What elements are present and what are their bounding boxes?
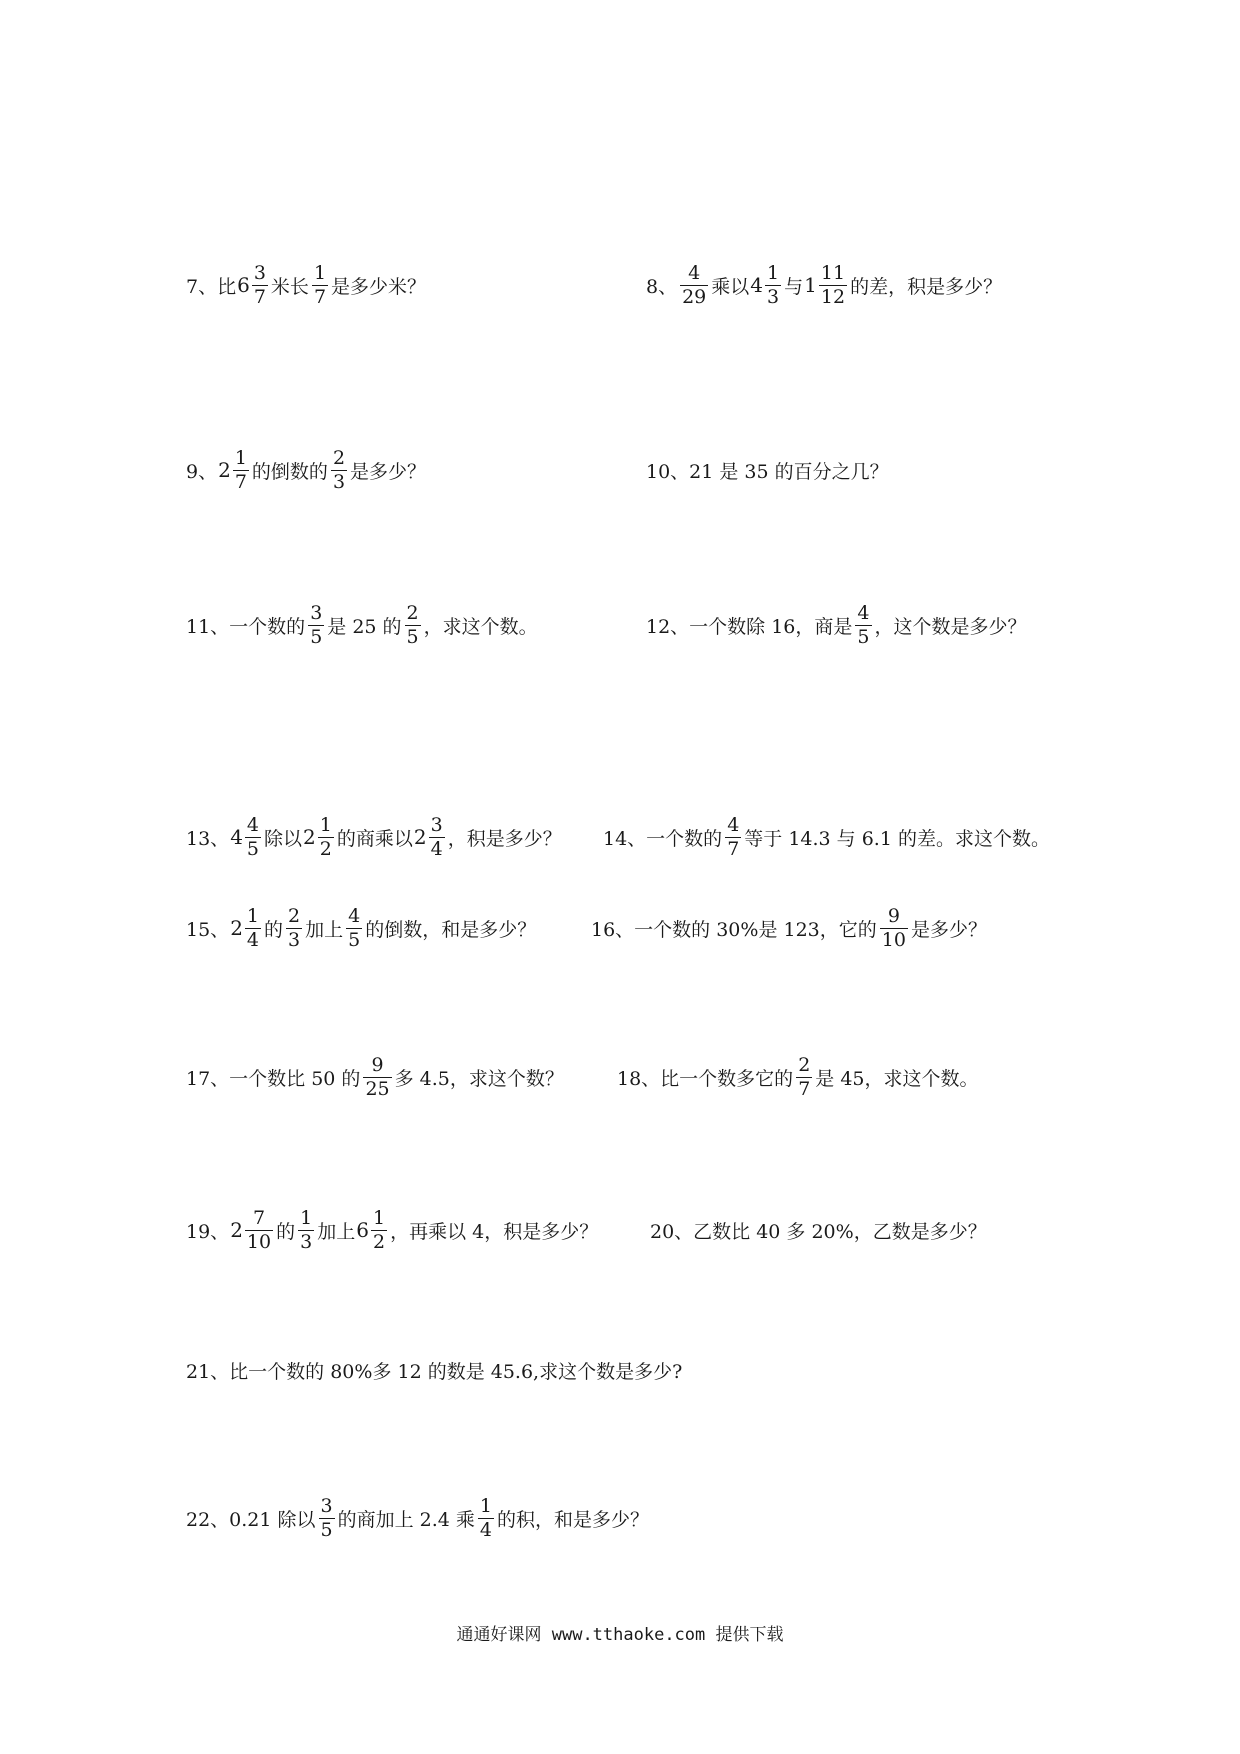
question-text: 乘以	[711, 275, 750, 298]
fraction-stack	[371, 1206, 387, 1253]
question-20	[650, 1200, 987, 1260]
numerator: 4	[857, 601, 870, 624]
question-text: ，求这个数。	[423, 615, 538, 638]
question-22	[186, 1488, 649, 1548]
mixed-number	[413, 813, 447, 860]
fraction-stack	[346, 904, 362, 951]
fraction-stack	[252, 261, 268, 308]
denominator: 29	[682, 285, 707, 308]
question-text: 是多少米？	[331, 275, 427, 298]
question-19	[186, 1200, 598, 1260]
denominator: 12	[820, 285, 846, 308]
denominator: 3	[767, 285, 780, 308]
question-text: 与	[784, 275, 804, 298]
numerator: 11	[820, 261, 846, 284]
fraction	[329, 446, 349, 493]
fraction	[678, 261, 710, 308]
question-12	[646, 595, 1027, 655]
question-text: 11、一个数的	[186, 615, 306, 638]
question-text: 10、21 是 35 的百分之几？	[646, 460, 889, 483]
numerator: 2	[406, 601, 419, 624]
question-text: 17、一个数比 50 的	[186, 1067, 361, 1090]
mixed-number	[230, 1206, 275, 1253]
denominator: 10	[881, 928, 906, 951]
fraction	[344, 904, 364, 951]
numerator: 1	[234, 446, 247, 469]
fraction-stack	[245, 813, 261, 860]
numerator: 1	[300, 1206, 313, 1229]
fraction	[317, 1494, 337, 1541]
denominator: 5	[406, 625, 419, 648]
fraction-stack	[680, 261, 708, 308]
fraction-stack	[478, 1494, 494, 1541]
denominator: 2	[372, 1230, 386, 1253]
question-21	[186, 1340, 682, 1400]
numerator: 4	[348, 904, 361, 927]
mixed-number	[230, 813, 263, 860]
numerator: 3	[253, 261, 266, 284]
numerator: 4	[688, 261, 701, 284]
denominator: 5	[348, 928, 361, 951]
denominator: 7	[727, 837, 740, 860]
question-text: 的积，和是多少？	[497, 1508, 650, 1531]
fraction	[476, 1494, 496, 1541]
question-text: 的	[264, 918, 284, 941]
fraction-stack	[429, 813, 445, 860]
question-17	[186, 1047, 564, 1107]
whole-part: 6	[356, 1218, 369, 1242]
whole-part: 2	[413, 825, 427, 849]
question-text: 除以	[264, 827, 303, 850]
question-10	[646, 440, 889, 500]
question-text: 8、	[646, 275, 678, 298]
fraction-stack	[298, 1206, 314, 1253]
question-text: 14、一个数的	[603, 827, 723, 850]
whole-part: 1	[804, 273, 817, 297]
numerator: 1	[319, 813, 332, 836]
fraction-stack	[331, 446, 347, 493]
question-text: ，这个数是多少？	[874, 615, 1027, 638]
numerator: 9	[887, 904, 900, 927]
denominator: 3	[300, 1230, 313, 1253]
question-text: 等于 14.3 与 6.1 的差。求这个数。	[744, 827, 1050, 850]
question-8	[646, 255, 1002, 315]
question-text: 是 45，求这个数。	[815, 1067, 979, 1090]
question-text: 加上	[305, 918, 344, 941]
question-text: 的倒数的	[251, 460, 328, 483]
fraction-stack	[880, 904, 908, 951]
question-text: ，积是多少？	[447, 827, 562, 850]
denominator: 7	[253, 285, 266, 308]
fraction	[361, 1053, 393, 1100]
whole-part: 2	[218, 458, 231, 482]
denominator: 5	[857, 625, 870, 648]
fraction	[306, 601, 326, 648]
question-text: 13、	[186, 827, 230, 850]
question-text: 16、一个数的 30%是 123，它的	[591, 918, 877, 941]
denominator: 5	[246, 837, 260, 860]
fraction	[853, 601, 873, 648]
question-text: 12、一个数除 16，商是	[646, 615, 853, 638]
question-13	[186, 807, 562, 867]
denominator: 3	[288, 928, 301, 951]
numerator: 2	[332, 446, 346, 469]
mixed-number	[804, 261, 849, 308]
denominator: 7	[313, 285, 327, 308]
question-text: 多 4.5，求这个数？	[394, 1067, 564, 1090]
denominator: 4	[430, 837, 443, 860]
question-11	[186, 595, 538, 655]
fraction-stack	[245, 1206, 273, 1253]
numerator: 1	[372, 1206, 386, 1229]
question-text: 的商乘以	[336, 827, 413, 850]
whole-part: 4	[750, 273, 764, 297]
numerator: 4	[246, 813, 260, 836]
numerator: 3	[310, 601, 323, 624]
mixed-number	[237, 261, 270, 308]
question-text: 22、0.21 除以	[186, 1508, 316, 1531]
denominator: 7	[234, 470, 247, 493]
whole-part: 6	[237, 273, 250, 297]
page-footer: 通通好课网 www.tthaoke.com 提供下载	[456, 1625, 784, 1645]
question-text: 是多少？	[910, 918, 987, 941]
question-16	[591, 898, 987, 958]
question-7	[186, 255, 426, 315]
fraction	[310, 261, 330, 308]
fraction-stack	[855, 601, 871, 648]
fraction-stack	[405, 601, 421, 648]
fraction	[794, 1053, 814, 1100]
denominator: 7	[798, 1077, 811, 1100]
question-text: 的商加上 2.4 乘	[337, 1508, 475, 1531]
question-14	[603, 807, 1050, 867]
fraction-stack	[308, 601, 324, 648]
mixed-number	[356, 1206, 389, 1253]
question-text: 加上	[317, 1220, 356, 1243]
numerator: 1	[767, 261, 780, 284]
fraction-stack	[233, 446, 249, 493]
question-text: 21、比一个数的 80%多 12 的数是 45.6,求这个数是多少?	[186, 1360, 683, 1383]
numerator: 2	[288, 904, 301, 927]
numerator: 7	[252, 1206, 266, 1229]
fraction-stack	[363, 1053, 391, 1100]
fraction	[296, 1206, 316, 1253]
fraction-stack	[319, 1494, 335, 1541]
denominator: 10	[246, 1230, 272, 1253]
question-text: 的倒数，和是多少？	[365, 918, 537, 941]
question-text: ，再乘以 4，积是多少？	[390, 1220, 599, 1243]
fraction	[878, 904, 910, 951]
question-text: 是 25 的	[327, 615, 402, 638]
numerator: 9	[371, 1053, 384, 1076]
question-text: 19、	[186, 1220, 230, 1243]
fraction-stack	[245, 904, 261, 951]
numerator: 2	[798, 1053, 811, 1076]
numerator: 1	[479, 1494, 493, 1517]
question-9	[186, 440, 426, 500]
fraction-stack	[765, 261, 781, 308]
denominator: 25	[365, 1077, 390, 1100]
numerator: 1	[313, 261, 327, 284]
fraction	[723, 813, 743, 860]
denominator: 4	[246, 928, 260, 951]
denominator: 2	[319, 837, 332, 860]
whole-part: 4	[230, 825, 243, 849]
numerator: 1	[246, 904, 260, 927]
question-text: 7、比	[186, 275, 237, 298]
denominator: 4	[479, 1518, 493, 1541]
fraction-stack	[286, 904, 302, 951]
question-18	[617, 1047, 979, 1107]
fraction-stack	[725, 813, 741, 860]
numerator: 3	[430, 813, 443, 836]
question-text: 18、比一个数多它的	[617, 1067, 794, 1090]
mixed-number	[230, 904, 263, 951]
denominator: 3	[332, 470, 346, 493]
question-text: 是多少？	[350, 460, 427, 483]
numerator: 3	[320, 1494, 333, 1517]
mixed-number	[218, 446, 251, 493]
fraction-stack	[819, 261, 847, 308]
question-text: 15、	[186, 918, 230, 941]
question-text: 的差，积是多少？	[850, 275, 1003, 298]
fraction	[403, 601, 423, 648]
question-text: 的	[276, 1220, 296, 1243]
whole-part: 2	[230, 916, 243, 940]
denominator: 5	[320, 1518, 333, 1541]
fraction-stack	[796, 1053, 812, 1100]
mixed-number	[750, 261, 783, 308]
question-text: 米长	[270, 275, 309, 298]
fraction-stack	[312, 261, 328, 308]
question-text: 9、	[186, 460, 218, 483]
mixed-number	[303, 813, 336, 860]
fraction	[284, 904, 304, 951]
denominator: 5	[310, 625, 323, 648]
question-text: 20、乙数比 40 多 20%，乙数是多少？	[650, 1220, 987, 1243]
whole-part: 2	[303, 825, 316, 849]
whole-part: 2	[230, 1218, 243, 1242]
numerator: 4	[727, 813, 740, 836]
fraction-stack	[318, 813, 334, 860]
question-15	[186, 898, 536, 958]
